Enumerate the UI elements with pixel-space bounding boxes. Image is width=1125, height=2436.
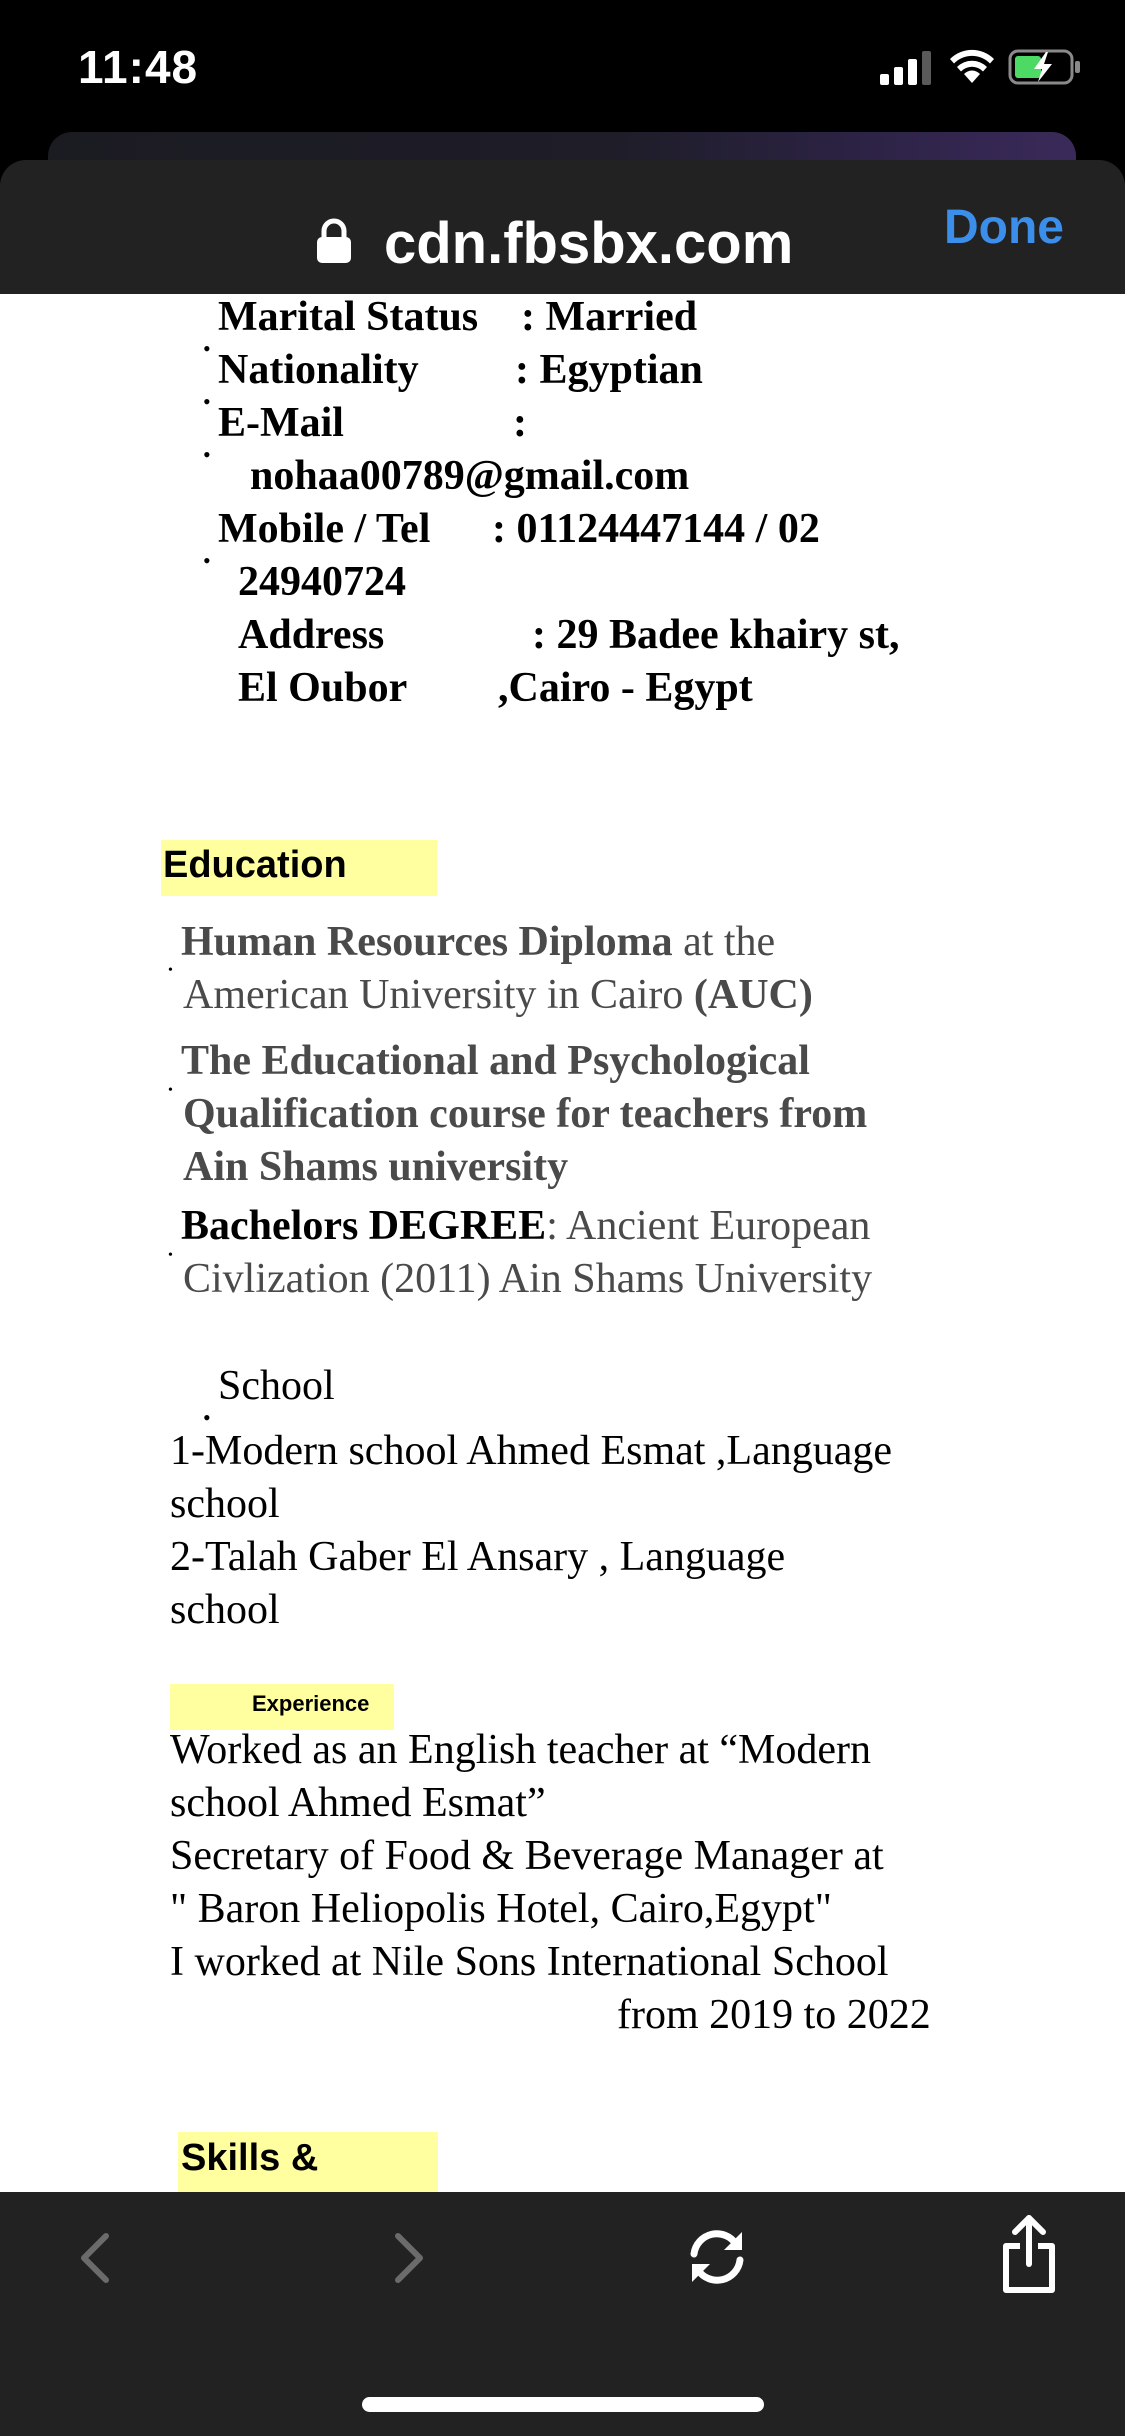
address-value: : 29 Badee khairy st, [532, 612, 900, 658]
education-item-2-line-3: Ain Shams university [183, 1144, 569, 1190]
bullet: • [168, 1248, 173, 1263]
education-item-3 [181, 1200, 870, 1253]
education-item-1-rest: at the [672, 919, 776, 965]
school-line-3: 2-Talah Gaber El Ansary , Language [170, 1534, 786, 1580]
back-chevron-icon[interactable] [72, 2228, 116, 2288]
education-item-1 [181, 916, 775, 969]
experience-line-3: Secretary of Food & Beverage Manager at [170, 1833, 884, 1879]
home-indicator[interactable] [362, 2397, 764, 2412]
marital-status-value: : Married [521, 294, 698, 340]
bullet: • [203, 548, 211, 573]
browser-nav-bar [0, 160, 1125, 294]
education-item-1-line-2 [183, 969, 813, 1022]
mobile-value-cont: 24940724 [238, 559, 406, 605]
education-item-1-line-2a: American University in Cairo [183, 972, 694, 1018]
email-value: nohaa00789@gmail.com [250, 453, 690, 499]
marital-status-label: Marital Status [218, 294, 479, 340]
email-label: E-Mail [218, 400, 344, 446]
bullet: • [203, 1405, 211, 1430]
bullet: • [203, 389, 211, 414]
lock-icon [316, 218, 352, 264]
experience-heading: Experience [252, 1691, 370, 1716]
mobile-value: : 01124447144 / 02 [492, 506, 820, 552]
school-line-2: school [170, 1481, 280, 1527]
bullet: • [203, 442, 211, 467]
experience-line-5: I worked at Nile Sons International School [170, 1939, 889, 1985]
done-button[interactable]: Done [944, 201, 1064, 254]
document-view[interactable] [0, 294, 1125, 2192]
education-item-3-line-2: Civlization (2011) Ain Shams University [183, 1256, 873, 1302]
share-icon[interactable] [1000, 2214, 1058, 2294]
school-heading: School [218, 1363, 335, 1409]
email-separator: : [513, 400, 527, 446]
nationality-value: : Egyptian [515, 347, 703, 393]
cellular-signal-icon [878, 50, 934, 86]
status-time: 11:48 [78, 41, 199, 93]
status-bar [0, 0, 1125, 135]
education-item-2-line-2: Qualification course for teachers from [183, 1091, 868, 1137]
bullet: • [168, 963, 173, 978]
education-item-1-bold: Human Resources Diploma [181, 919, 673, 965]
education-item-3-bold: Bachelors DEGREE [181, 1203, 547, 1249]
experience-line-6: from 2019 to 2022 [617, 1992, 931, 2038]
experience-line-4: " Baron Heliopolis Hotel, Cairo,Egypt" [170, 1886, 832, 1932]
school-line-1: 1-Modern school Ahmed Esmat ,Language [170, 1428, 892, 1474]
education-heading: Education [163, 844, 347, 886]
url-text: cdn.fbsbx.com [384, 211, 794, 276]
forward-chevron-icon[interactable] [388, 2228, 432, 2288]
reload-icon[interactable] [684, 2224, 750, 2290]
nationality-label: Nationality [218, 347, 419, 393]
bullet: • [168, 1083, 173, 1098]
education-item-3-rest: : Ancient European [546, 1203, 871, 1249]
mobile-label: Mobile / Tel [218, 506, 431, 552]
education-item-1-line-2b: (AUC) [693, 972, 813, 1018]
address-cont-a: El Oubor [238, 665, 408, 711]
address-cont-b: ,Cairo - Egypt [498, 665, 753, 711]
wifi-icon [948, 47, 996, 85]
education-item-2-line-1: The Educational and Psychological [181, 1038, 810, 1084]
address-label: Address [238, 612, 385, 658]
skills-heading: Skills & [181, 2137, 319, 2179]
experience-line-2: school Ahmed Esmat” [170, 1780, 546, 1826]
bullet: • [203, 336, 211, 361]
experience-line-1: Worked as an English teacher at “Modern [170, 1727, 872, 1773]
school-line-4: school [170, 1587, 280, 1633]
battery-charging-icon [1008, 48, 1082, 86]
